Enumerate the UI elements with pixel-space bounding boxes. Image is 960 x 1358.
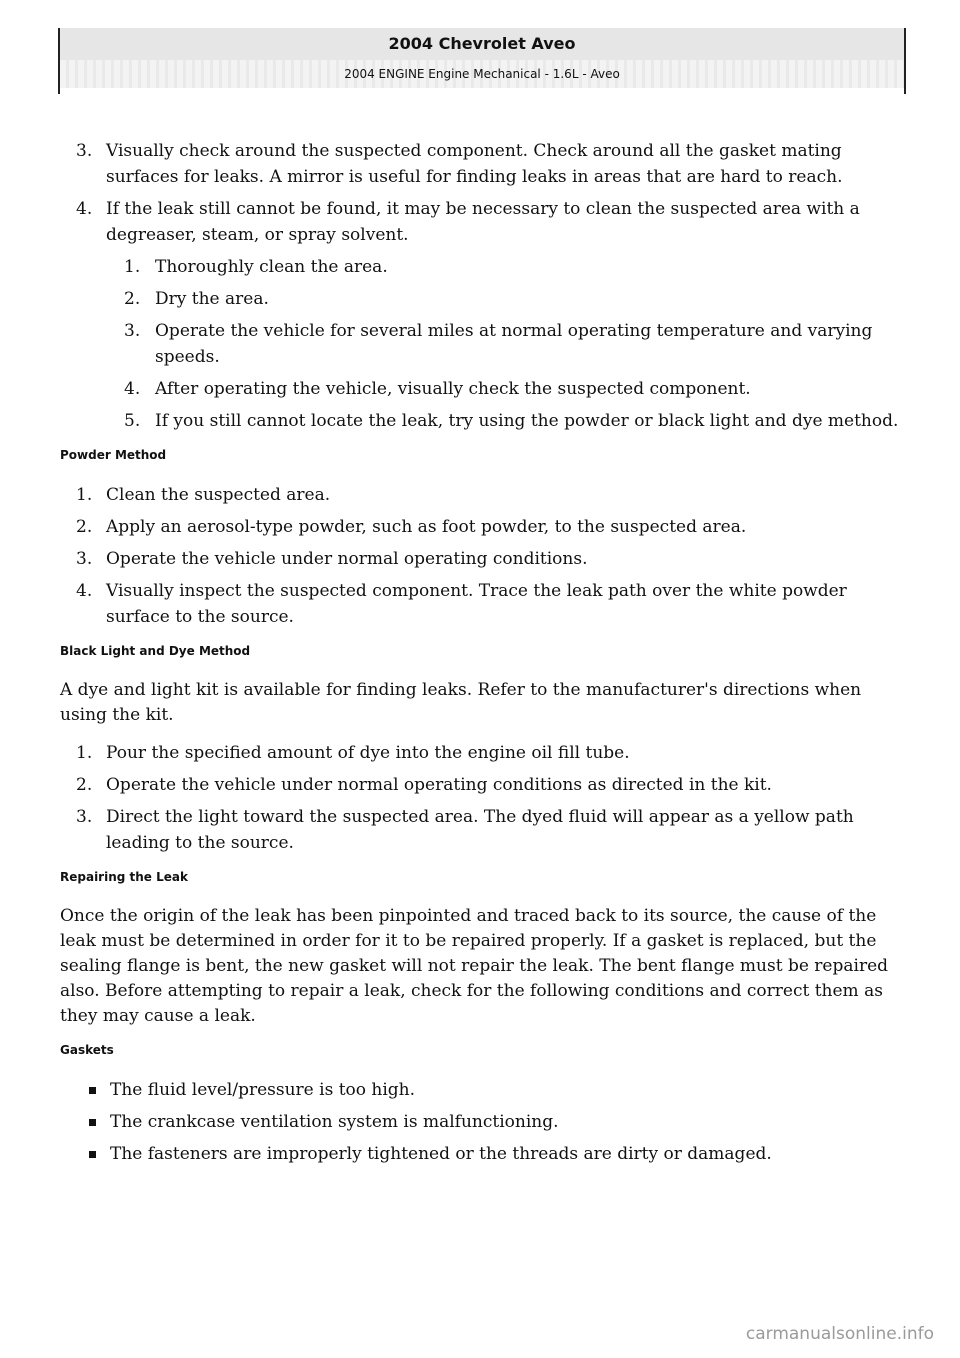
step-text: Visually inspect the suspected component. Trace the leak path over the white powder surface to the source. bbox=[106, 581, 847, 627]
black-light-intro: A dye and light kit is available for finding leaks. Refer to the manufacturer's directions when using the kit. bbox=[60, 680, 862, 725]
list-item bbox=[0, 514, 896, 540]
step-text: Pour the specified amount of dye into the engine oil fill tube. bbox=[106, 743, 630, 763]
sub-step-list bbox=[0, 254, 960, 434]
bullet-icon bbox=[89, 1087, 96, 1094]
powder-method-heading: Powder Method bbox=[60, 448, 167, 462]
list-item bbox=[0, 772, 896, 798]
gaskets-heading: Gaskets bbox=[60, 1043, 114, 1057]
step-number: 3. bbox=[124, 321, 141, 341]
bullet-icon bbox=[89, 1151, 96, 1158]
step-number: 4. bbox=[76, 199, 93, 219]
step-number: 2. bbox=[76, 775, 93, 795]
list-item bbox=[0, 138, 896, 190]
step-text: Operate the vehicle under normal operating conditions as directed in the kit. bbox=[106, 775, 772, 795]
list-item bbox=[0, 1077, 890, 1103]
bullet-text: The fluid level/pressure is too high. bbox=[110, 1080, 416, 1100]
step-number: 3. bbox=[76, 141, 93, 161]
list-item bbox=[0, 408, 905, 434]
repairing-paragraph: Once the origin of the leak has been pinpointed and traced back to its source, the cause of the leak must be determined in order for it to be repaired properly. If a gasket is replaced, but the sealing flange is bent, the new gasket will not repair the leak. The bent flange must be repaired also. Before attempting to repair a leak, check for the following conditions and correct them as they may cause a leak. bbox=[60, 906, 889, 1026]
step-text: If the leak still cannot be found, it may be necessary to clean the suspected area with a degreaser, steam, or spray solvent. bbox=[106, 199, 860, 245]
list-item bbox=[0, 1109, 890, 1135]
step-text: Apply an aerosol-type powder, such as foot powder, to the suspected area. bbox=[106, 517, 747, 537]
step-number: 3. bbox=[76, 549, 93, 569]
black-light-heading: Black Light and Dye Method bbox=[60, 644, 251, 658]
bullet-text: The crankcase ventilation system is malfunctioning. bbox=[110, 1112, 559, 1132]
step-text: If you still cannot locate the leak, try using the powder or black light and dye method. bbox=[155, 411, 899, 431]
list-item bbox=[0, 578, 896, 630]
step-text: Dry the area. bbox=[155, 289, 269, 309]
step-text: Direct the light toward the suspected area. The dyed fluid will appear as a yellow path leading to the source. bbox=[106, 807, 854, 853]
gaskets-list bbox=[0, 1077, 960, 1167]
top-step-list bbox=[0, 138, 960, 248]
step-text: Thoroughly clean the area. bbox=[155, 257, 388, 277]
step-number: 2. bbox=[76, 517, 93, 537]
bullet-text: The fasteners are improperly tightened or the threads are dirty or damaged. bbox=[110, 1144, 772, 1164]
powder-method-steps bbox=[0, 482, 960, 630]
repairing-heading: Repairing the Leak bbox=[60, 870, 188, 884]
header-subtitle: 2004 ENGINE Engine Mechanical - 1.6L - Aveo bbox=[60, 60, 904, 88]
step-number: 3. bbox=[76, 807, 93, 827]
bullet-icon bbox=[89, 1119, 96, 1126]
step-number: 1. bbox=[76, 485, 93, 505]
list-item bbox=[0, 254, 905, 280]
step-number: 5. bbox=[124, 411, 141, 431]
step-number: 4. bbox=[124, 379, 141, 399]
step-text: Operate the vehicle for several miles at normal operating temperature and varying speeds. bbox=[155, 321, 873, 367]
step-number: 4. bbox=[76, 581, 93, 601]
list-item bbox=[0, 740, 896, 766]
list-item bbox=[0, 318, 905, 370]
list-item bbox=[0, 286, 905, 312]
black-light-steps bbox=[0, 740, 960, 856]
document-content bbox=[0, 138, 960, 1173]
list-item bbox=[0, 376, 905, 402]
step-text: Clean the suspected area. bbox=[106, 485, 331, 505]
step-number: 1. bbox=[124, 257, 141, 277]
list-item bbox=[0, 196, 896, 248]
step-text: Operate the vehicle under normal operating conditions. bbox=[106, 549, 588, 569]
step-text: After operating the vehicle, visually check the suspected component. bbox=[155, 379, 751, 399]
header-title: 2004 Chevrolet Aveo bbox=[60, 28, 904, 60]
watermark: carmanualsonline.info bbox=[745, 1324, 934, 1344]
list-item bbox=[0, 1141, 890, 1167]
step-number: 2. bbox=[124, 289, 141, 309]
list-item bbox=[0, 482, 896, 508]
step-number: 1. bbox=[76, 743, 93, 763]
step-text: Visually check around the suspected component. Check around all the gasket mating surfaces for leaks. A mirror is useful for finding leaks in areas that are hard to reach. bbox=[106, 141, 843, 187]
page-header bbox=[58, 28, 906, 94]
list-item bbox=[0, 546, 896, 572]
list-item bbox=[0, 804, 896, 856]
